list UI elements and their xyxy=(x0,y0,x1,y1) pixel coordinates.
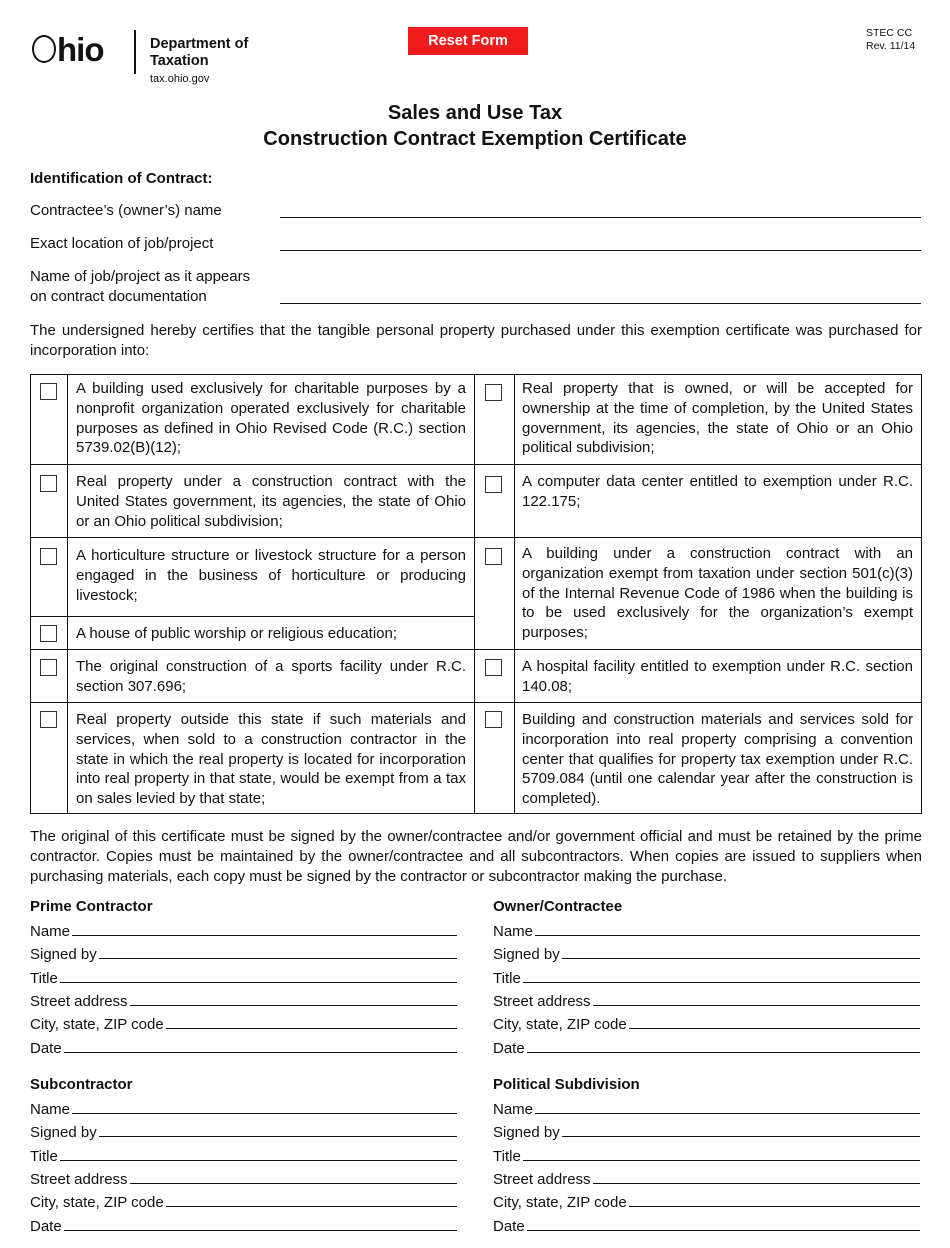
option-checkbox-worship[interactable] xyxy=(40,625,57,642)
job-name-field[interactable] xyxy=(280,303,921,304)
prime-contractor-street-address-field[interactable] xyxy=(130,1005,457,1006)
owner-contractee-signed-by-label: Signed by xyxy=(493,946,560,963)
owner-contractee-signed-by-field[interactable] xyxy=(562,958,920,959)
prime-contractor-city-state-zip-row xyxy=(30,1013,457,1033)
owner-contractee-title-label: Title xyxy=(493,970,521,987)
subcontractor-date-row xyxy=(30,1215,457,1235)
option-text-horticulture: A horticulture structure or livestock structure for a person engaged in the business of horticulture or producing livestock; xyxy=(76,547,466,604)
political-subdivision-street-address-row xyxy=(493,1168,920,1188)
job-name-label-1: Name of job/project as it appears xyxy=(30,268,251,285)
option-checkbox-horticulture[interactable] xyxy=(40,548,57,565)
row-divider xyxy=(474,702,922,703)
political-subdivision-name-field[interactable] xyxy=(535,1113,920,1114)
row-divider xyxy=(30,616,474,617)
logo-text: hio xyxy=(57,31,104,68)
row-divider xyxy=(474,537,922,538)
form-code-id: STEC CC xyxy=(866,27,913,39)
political-subdivision-title-field[interactable] xyxy=(523,1160,920,1161)
prime-contractor-block xyxy=(30,898,457,1057)
political-subdivision-block xyxy=(493,1076,920,1235)
option-checkbox-data-center[interactable] xyxy=(485,476,502,493)
retention-statement: The original of this certificate must be signed by the owner/contractee and/or government official and must be retained by the prime contractor. Copies must be maintained by the owner/contractee and all subcontractors. When copies are issued to suppliers when purchasing materials, each copy must be signed by the contractor or subcontractor making the purchase. xyxy=(30,828,922,885)
prime-contractor-street-address-label: Street address xyxy=(30,993,128,1010)
prime-contractor-title-row xyxy=(30,967,457,987)
option-text-501c3: A building under a construction contract with an organization exempt from taxation under section 501(c)(3) of the Internal Revenue Code of 1986 when the building is to be used exclusively for the organization’s exempt purposes; xyxy=(522,545,913,642)
subcontractor-block xyxy=(30,1076,457,1235)
contractee-label: Contractee’s (owner’s) name xyxy=(30,202,222,219)
form-title-line-2: Construction Contract Exemption Certificate xyxy=(263,128,687,150)
political-subdivision-name-label: Name xyxy=(493,1101,534,1118)
political-subdivision-name-row xyxy=(493,1098,920,1118)
option-checkbox-convention-center[interactable] xyxy=(485,711,502,728)
subcontractor-title-row xyxy=(30,1145,457,1165)
contractee-name-field[interactable] xyxy=(280,217,921,218)
option-text-out-of-state: Real property outside this state if such materials and services, when sold to a construction contractor in the state in which the real property is located for incorporation into real property in that state, would be exempt from a tax on sales levied by that state; xyxy=(76,711,466,808)
political-subdivision-title-label: Title xyxy=(493,1148,521,1165)
owner-contractee-title-field[interactable] xyxy=(523,982,920,983)
logo-o-mark xyxy=(32,35,56,63)
owner-contractee-block xyxy=(493,898,920,1057)
location-field[interactable] xyxy=(280,250,921,251)
prime-contractor-street-address-row xyxy=(30,990,457,1010)
option-text-government-owned: Real property that is owned, or will be accepted for ownership at the time of completion, by the United States government, its agencies, the state of Ohio or an Ohio political subdivision; xyxy=(522,380,913,457)
row-divider xyxy=(30,537,474,538)
owner-contractee-name-row xyxy=(493,920,920,940)
prime-contractor-date-label: Date xyxy=(30,1040,62,1057)
prime-contractor-heading: Prime Contractor xyxy=(30,898,153,915)
subcontractor-date-label: Date xyxy=(30,1218,62,1235)
option-checkbox-government-contract[interactable] xyxy=(40,475,57,492)
prime-contractor-name-field[interactable] xyxy=(72,935,457,936)
owner-contractee-city-state-zip-label: City, state, ZIP code xyxy=(493,1016,627,1033)
option-checkbox-sports-facility[interactable] xyxy=(40,659,57,676)
subcontractor-street-address-field[interactable] xyxy=(130,1183,457,1184)
prime-contractor-city-state-zip-label: City, state, ZIP code xyxy=(30,1016,164,1033)
option-checkbox-out-of-state[interactable] xyxy=(40,711,57,728)
reset-form-button[interactable]: Reset Form xyxy=(408,27,528,55)
ohio-logo xyxy=(32,30,103,70)
department-name xyxy=(150,36,248,70)
subcontractor-date-field[interactable] xyxy=(64,1230,457,1231)
identification-heading: Identification of Contract: xyxy=(30,170,213,187)
option-checkbox-government-owned[interactable] xyxy=(485,384,502,401)
subcontractor-city-state-zip-field[interactable] xyxy=(166,1206,457,1207)
owner-contractee-city-state-zip-field[interactable] xyxy=(629,1028,920,1029)
prime-contractor-city-state-zip-field[interactable] xyxy=(166,1028,457,1029)
owner-contractee-heading: Owner/Contractee xyxy=(493,898,623,915)
political-subdivision-city-state-zip-row xyxy=(493,1191,920,1211)
owner-contractee-street-address-label: Street address xyxy=(493,993,591,1010)
column-divider xyxy=(514,374,515,814)
political-subdivision-title-row xyxy=(493,1145,920,1165)
owner-contractee-city-state-zip-row xyxy=(493,1013,920,1033)
political-subdivision-street-address-label: Street address xyxy=(493,1171,591,1188)
political-subdivision-signed-by-label: Signed by xyxy=(493,1124,560,1141)
column-divider xyxy=(67,374,68,814)
row-divider xyxy=(30,702,474,703)
prime-contractor-signed-by-field[interactable] xyxy=(99,958,457,959)
subcontractor-street-address-row xyxy=(30,1168,457,1188)
prime-contractor-signed-by-row xyxy=(30,943,457,963)
option-text-worship: A house of public worship or religious education; xyxy=(76,625,398,642)
subcontractor-name-row xyxy=(30,1098,457,1118)
owner-contractee-signed-by-row xyxy=(493,943,920,963)
column-divider xyxy=(474,374,475,814)
job-name-label-2: on contract documentation xyxy=(30,288,207,305)
subcontractor-title-field[interactable] xyxy=(60,1160,457,1161)
owner-contractee-date-row xyxy=(493,1037,920,1057)
owner-contractee-name-field[interactable] xyxy=(535,935,920,936)
row-divider xyxy=(30,464,474,465)
row-divider xyxy=(474,464,922,465)
department-line-2: Taxation xyxy=(150,53,209,69)
political-subdivision-signed-by-field[interactable] xyxy=(562,1136,920,1137)
subcontractor-street-address-label: Street address xyxy=(30,1171,128,1188)
subcontractor-signed-by-row xyxy=(30,1121,457,1141)
political-subdivision-street-address-field[interactable] xyxy=(593,1183,920,1184)
certify-statement: The undersigned hereby certifies that the tangible personal property purchased under this exemption certificate was purchased for incorporation into: xyxy=(30,322,922,359)
option-text-hospital: A hospital facility entitled to exemption under R.C. section 140.08; xyxy=(522,658,913,695)
row-divider xyxy=(30,649,474,650)
prime-contractor-name-row xyxy=(30,920,457,940)
option-text-data-center: A computer data center entitled to exemption under R.C. 122.175; xyxy=(522,473,913,510)
prime-contractor-name-label: Name xyxy=(30,923,71,940)
political-subdivision-heading: Political Subdivision xyxy=(493,1076,640,1093)
political-subdivision-date-row xyxy=(493,1215,920,1235)
option-text-sports-facility: The original construction of a sports facility under R.C. section 307.696; xyxy=(76,658,466,695)
form-code xyxy=(866,27,915,53)
owner-contractee-street-address-field[interactable] xyxy=(593,1005,920,1006)
option-text-charitable: A building used exclusively for charitable purposes by a nonprofit organization operated exclusively for charitable purposes as defined in Ohio Revised Code (R.C.) section 5739.02(B)(12); xyxy=(76,380,466,457)
prime-contractor-date-row xyxy=(30,1037,457,1057)
department-line-1: Department of xyxy=(150,36,249,52)
subcontractor-city-state-zip-label: City, state, ZIP code xyxy=(30,1194,164,1211)
political-subdivision-city-state-zip-field[interactable] xyxy=(629,1206,920,1207)
form-title-line-1: Sales and Use Tax xyxy=(387,102,563,124)
location-label: Exact location of job/project xyxy=(30,235,214,252)
option-text-convention-center: Building and construction materials and services sold for incorporation into real property comprising a convention center that qualifies for property tax exemption under R.C. 5709.084 (until one calendar year after the construction is completed). xyxy=(522,711,913,808)
subcontractor-name-label: Name xyxy=(30,1101,71,1118)
form-revision: Rev. 11/14 xyxy=(866,40,916,52)
option-checkbox-hospital[interactable] xyxy=(485,659,502,676)
option-text-government-contract: Real property under a construction contract with the United States government, its agencies, the state of Ohio or an Ohio political subdivision; xyxy=(76,473,466,530)
row-divider xyxy=(474,649,922,650)
subcontractor-name-field[interactable] xyxy=(72,1113,457,1114)
option-checkbox-501c3[interactable] xyxy=(485,548,502,565)
prime-contractor-signed-by-label: Signed by xyxy=(30,946,97,963)
subcontractor-signed-by-label: Signed by xyxy=(30,1124,97,1141)
subcontractor-city-state-zip-row xyxy=(30,1191,457,1211)
prime-contractor-date-field[interactable] xyxy=(64,1052,457,1053)
owner-contractee-date-field[interactable] xyxy=(527,1052,920,1053)
political-subdivision-city-state-zip-label: City, state, ZIP code xyxy=(493,1194,627,1211)
owner-contractee-street-address-row xyxy=(493,990,920,1010)
owner-contractee-name-label: Name xyxy=(493,923,534,940)
political-subdivision-date-field[interactable] xyxy=(527,1230,920,1231)
owner-contractee-title-row xyxy=(493,967,920,987)
prime-contractor-title-field[interactable] xyxy=(60,982,457,983)
website-text: tax.ohio.gov xyxy=(150,73,210,85)
subcontractor-heading: Subcontractor xyxy=(30,1076,133,1093)
subcontractor-signed-by-field[interactable] xyxy=(99,1136,457,1137)
prime-contractor-title-label: Title xyxy=(30,970,58,987)
subcontractor-title-label: Title xyxy=(30,1148,58,1165)
political-subdivision-date-label: Date xyxy=(493,1218,525,1235)
option-checkbox-charitable[interactable] xyxy=(40,383,57,400)
logo-divider xyxy=(134,30,136,74)
political-subdivision-signed-by-row xyxy=(493,1121,920,1141)
owner-contractee-date-label: Date xyxy=(493,1040,525,1057)
